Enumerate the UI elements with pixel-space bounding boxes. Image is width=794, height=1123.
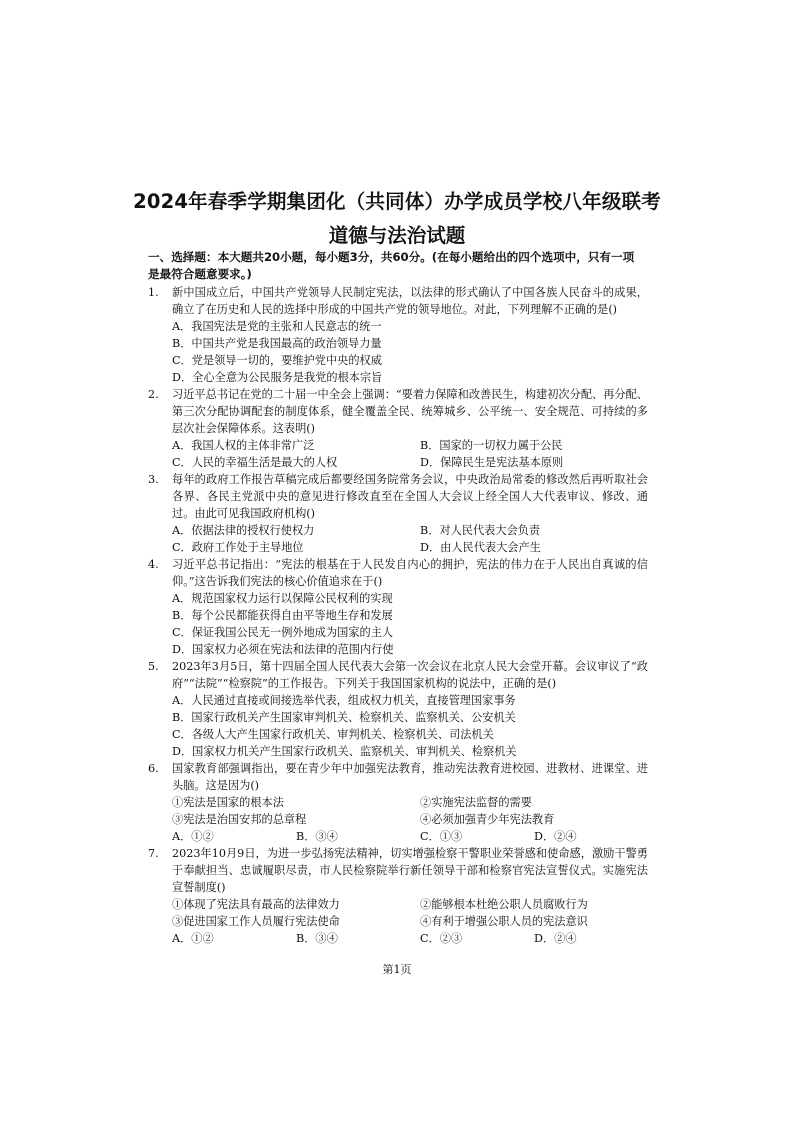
option-a: A．我国人权的主体非常广泛 bbox=[172, 439, 315, 452]
option-a: A．规范国家权力运行以保障公民权利的实现 bbox=[172, 592, 393, 605]
question-stem: 2023年3月5日，第十四届全国人民代表大会第一次会议在北京人民大会堂开幕。会议审议了“政府”“法院”“检察院”的工作报告。下列关于我国国家机构的说法中，正确的是() bbox=[172, 660, 648, 690]
question-2 bbox=[148, 386, 648, 471]
question-number: 1. bbox=[148, 286, 159, 299]
section-instructions: 一、选择题：本大题共20小题，每小题3分，共60分。(在每小题给出的四个选项中，只有一项是最符合题意要求。) bbox=[148, 250, 635, 281]
option-d: D．保障民生是宪法基本原则 bbox=[420, 456, 564, 469]
question-5 bbox=[148, 658, 648, 760]
option-b: B．国家行政机关产生国家审判机关、检察机关、监察机关、公安机关 bbox=[172, 711, 516, 724]
statement-row bbox=[172, 896, 648, 913]
option-row bbox=[172, 539, 648, 556]
question-7 bbox=[148, 845, 648, 947]
question-stem: 国家教育部强调指出，要在青少年中加强宪法教育，推动宪法教育进校园、进教材、进课堂、进头脑。这是因为() bbox=[172, 762, 648, 792]
statement-2: ②实施宪法监督的需要 bbox=[420, 796, 532, 809]
option-d: D．国家权力必须在宪法和法律的范围内行使 bbox=[172, 643, 394, 656]
option-row bbox=[172, 828, 648, 845]
option-a: A．①② bbox=[172, 932, 214, 945]
option-a: A．我国宪法是党的主张和人民意志的统一 bbox=[172, 320, 382, 333]
page-number: 第1页 bbox=[382, 963, 412, 976]
option-c: C．人民的幸福生活是最大的人权 bbox=[172, 456, 338, 469]
question-stem: 新中国成立后，中国共产党领导人民制定宪法，以法律的形式确认了中国各族人民奋斗的成果，确立了在历史和人民的选择中形成的中国共产党的领导地位。对此，下列理解不正确的是() bbox=[172, 286, 648, 316]
option-c: C．保证我国公民无一例外地成为国家的主人 bbox=[172, 626, 394, 639]
question-stem: 每年的政府工作报告草稿完成后都要经国务院常务会议，中央政治局常委的修改然后再听取社会各界、各民主党派中央的意见进行修改直至在全国人大会议上经全国人大代表审议、修改、通过。由此可见我国政府机构() bbox=[172, 473, 648, 520]
question-number: 3. bbox=[148, 473, 159, 486]
option-d: D．国家权力机关产生国家行政机关、监察机关、审判机关、检察机关 bbox=[172, 745, 517, 758]
option-b: B．国家的一切权力属于公民 bbox=[420, 439, 563, 452]
option-c: C．政府工作处于主导地位 bbox=[172, 541, 304, 554]
option-d: D．②④ bbox=[534, 830, 577, 843]
statement-row bbox=[172, 794, 648, 811]
exam-title: 2024年春季学期集团化（共同体）办学成员学校八年级联考 bbox=[133, 190, 661, 213]
option-a: A．人民通过直接或间接选举代表，组成权力机关，直接管理国家事务 bbox=[172, 694, 516, 707]
option-b: B．每个公民都能获得自由平等地生存和发展 bbox=[172, 609, 393, 622]
question-4 bbox=[148, 556, 648, 658]
statement-row bbox=[172, 913, 648, 930]
statement-2: ②能够根本杜绝公职人员腐败行为 bbox=[420, 898, 588, 911]
exam-subtitle: 道德与法治试题 bbox=[328, 224, 466, 247]
statement-3: ③宪法是治国安邦的总章程 bbox=[172, 813, 307, 826]
option-d: D．②④ bbox=[534, 932, 577, 945]
option-c: C．②③ bbox=[420, 932, 463, 945]
option-row bbox=[172, 522, 648, 539]
question-1 bbox=[148, 284, 648, 386]
statement-1: ①体现了宪法具有最高的法律效力 bbox=[172, 898, 340, 911]
option-a: A．①② bbox=[172, 830, 214, 843]
option-d: D．全心全意为公民服务是我党的根本宗旨 bbox=[172, 371, 383, 384]
statement-row bbox=[172, 811, 648, 828]
statement-4: ④必须加强青少年宪法教育 bbox=[420, 813, 555, 826]
option-row bbox=[172, 454, 648, 471]
question-3 bbox=[148, 471, 648, 556]
question-stem: 习近平总书记指出：“宪法的根基在于人民发自内心的拥护，宪法的伟力在于人民出自真诚的信仰。”这告诉我们宪法的核心价值追求在于() bbox=[172, 558, 648, 588]
question-number: 7. bbox=[148, 847, 159, 860]
option-b: B．对人民代表大会负责 bbox=[420, 524, 541, 537]
question-number: 4. bbox=[148, 558, 159, 571]
option-a: A．依据法律的授权行使权力 bbox=[172, 524, 315, 537]
question-stem: 习近平总书记在党的二十届一中全会上强调：“要着力保障和改善民生，构建初次分配、再分配、第三次分配协调配套的制度体系，健全覆盖全民、统筹城乡、公平统一、安全规范、可持续的多层次社会保障体系。这表明() bbox=[172, 388, 648, 435]
question-number: 6. bbox=[148, 762, 159, 775]
question-stem: 2023年10月9日，为进一步弘扬宪法精神，切实增强检察干警职业荣誉感和使命感，激励干警勇于奉献担当、忠诚履职尽责，市人民检察院举行新任领导干部和检察官宪法宣誓仪式。实施宪法宣誓制度() bbox=[172, 847, 648, 894]
statement-3: ③促进国家工作人员履行宪法使命 bbox=[172, 915, 340, 928]
option-d: D．由人民代表大会产生 bbox=[420, 541, 541, 554]
question-number: 2. bbox=[148, 388, 159, 401]
option-b: B．中国共产党是我国最高的政治领导力量 bbox=[172, 337, 382, 350]
statement-4: ④有利于增强公职人员的宪法意识 bbox=[420, 915, 588, 928]
option-c: C．党是领导一切的，要维护党中央的权威 bbox=[172, 354, 382, 367]
option-c: C．①③ bbox=[420, 830, 463, 843]
question-number: 5. bbox=[148, 660, 159, 673]
option-b: B．③④ bbox=[296, 932, 338, 945]
statement-1: ①宪法是国家的根本法 bbox=[172, 796, 284, 809]
option-row bbox=[172, 437, 648, 454]
option-b: B．③④ bbox=[296, 830, 338, 843]
option-c: C．各级人大产生国家行政机关、审判机关、检察机关、司法机关 bbox=[172, 728, 494, 741]
question-6 bbox=[148, 760, 648, 845]
option-row bbox=[172, 930, 648, 947]
